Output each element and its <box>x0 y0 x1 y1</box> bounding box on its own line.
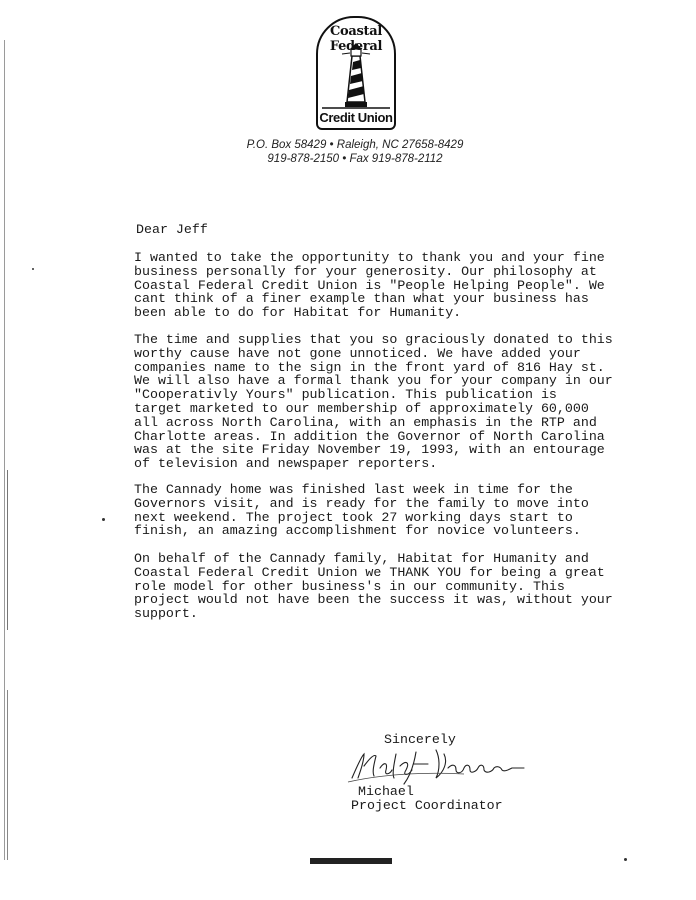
paragraph-2: The time and supplies that you so graciously donated to this worthy cause have not gone unnoticed. We have added your companies name to the sign in the front yard of 816 Hay st. We will also have a formal thank you for your company in our "Cooperativly Yours" publication. This publication is target marketed to our membership of approximately 60,000 all across North Carolina, with an emphasis in the RTP and Charlotte areas. In addition the Governor of North Carolina was at the site Friday November 19, 1993, with an entourage of television and newspaper reporters. <box>134 332 613 472</box>
credit-union-logo <box>316 16 396 130</box>
signer-title: Project Coordinator <box>351 798 503 813</box>
logo-bottom-text: Credit Union <box>319 110 393 125</box>
salutation: Dear Jeff <box>136 222 208 237</box>
scan-edge-line <box>7 470 8 630</box>
scan-speck <box>32 268 34 270</box>
phone-line: 919-878-2150 • Fax 919-878-2112 <box>267 153 443 165</box>
scan-edge-line <box>4 40 5 860</box>
paragraph-1: I wanted to take the opportunity to thank you and your fine business personally for your generosity. Our philosophy at Coastal Federal Credit Union is "People Helping People". We cant think of a finer example than what your business has been able to do for Habitat for Humanity. <box>134 250 605 321</box>
handwritten-signature <box>344 744 544 786</box>
footer-bar <box>310 858 392 864</box>
logo-top-text: Coastal Federal <box>329 24 383 54</box>
paragraph-3: The Cannady home was finished last week in time for the Governors visit, and is ready for the family to move into next weekend. The project took 27 working days start to finish, an amazing accomplishment for novice volunteers. <box>134 482 589 539</box>
scan-speck <box>102 518 105 521</box>
paragraph-4: On behalf of the Cannady family, Habitat for Humanity and Coastal Federal Credit Union we THANK YOU for being a great role model for other business's in our community. This project would not have been the success it was, without your support. <box>134 551 613 622</box>
address-line: P.O. Box 58429 • Raleigh, NC 27658-8429 <box>246 139 464 151</box>
signer-name: Michael <box>358 784 414 799</box>
scan-speck <box>624 858 627 861</box>
letterhead-address <box>220 138 490 166</box>
closing: Sincerely <box>384 732 456 747</box>
scan-edge-line <box>7 690 8 860</box>
